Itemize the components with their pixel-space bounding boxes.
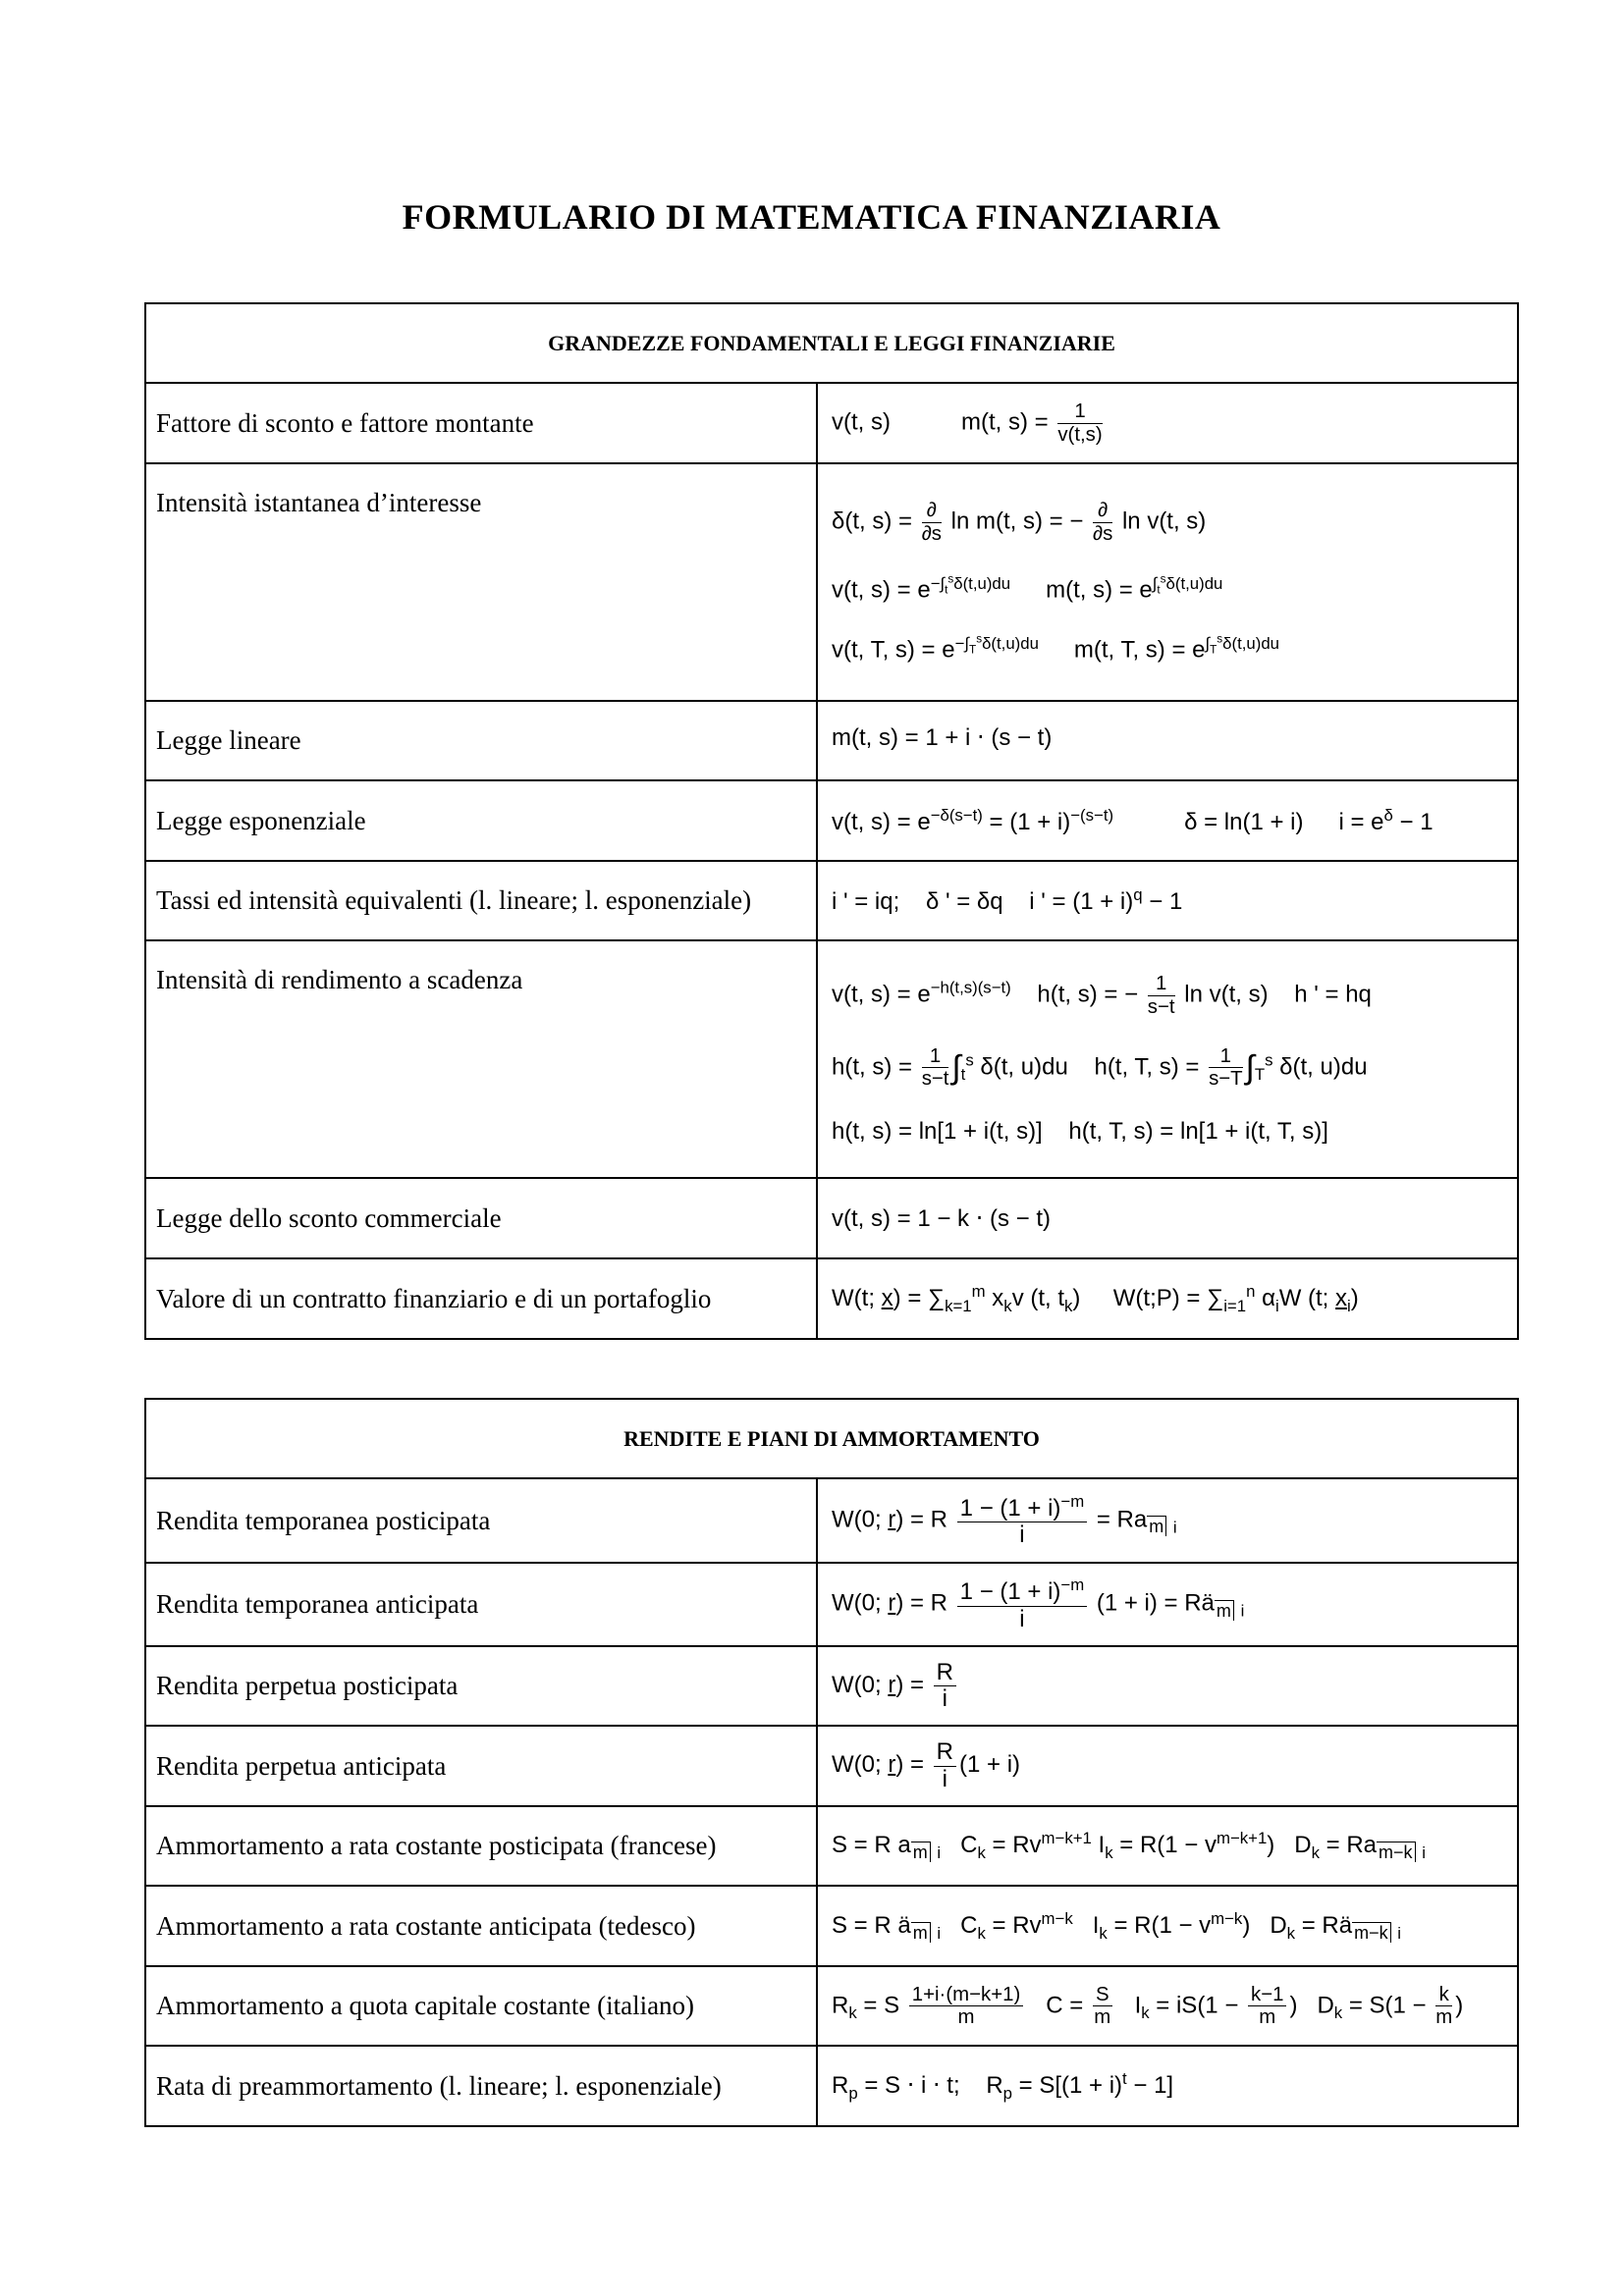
formula-cell: v(t, $s) = e^{-\delta(s-t)} = (1 + i)^{-(s-t)}$ δ = ln(1 + i) $i = e^\delta - 1$ <box>817 780 1518 861</box>
row-label: Valore di un contratto finanziario e di un portafoglio <box>145 1258 817 1339</box>
formula-cell: W(0; r) = $\frac{R}{i}$ <box>817 1646 1518 1726</box>
row-label: Ammortamento a rata costante anticipata (tedesco) <box>145 1886 817 1966</box>
formula-cell: i ' = iq; δ ' = δq i ' = $(1 + i)^q - 1$ <box>817 861 1518 940</box>
fundamentals-table <box>144 302 1519 1340</box>
formula-cell: v(t, s) m(t, s) = $\frac{1}{v(t,s)}$ <box>817 383 1518 463</box>
table-row <box>145 1478 1518 1563</box>
row-label: Rendita temporanea anticipata <box>145 1563 817 1646</box>
row-label: Tassi ed intensità equivalenti (l. lineare; l. esponenziale) <box>145 861 817 940</box>
formula-cell: $R_p = S \cdot i \cdot t$; $R_p = S[(1 + i)^t - 1]$ <box>817 2046 1518 2126</box>
page-title: FORMULARIO DI MATEMATICA FINANZIARIA <box>402 197 1221 237</box>
table-row <box>145 780 1518 861</box>
formula-cell: m(t, s) = 1 + i ⋅ (s − t) <box>817 701 1518 780</box>
table-row <box>145 1258 1518 1339</box>
row-label: Legge lineare <box>145 701 817 780</box>
table-row <box>145 463 1518 701</box>
table-row <box>145 701 1518 780</box>
formula-cell: W(t; $x) = \sum_{k=1}^m$ $x_kv$ (t, $t_k$) W(t;P) = $\sum_{i=1}^n$ $\alpha_iW$ (t; $x_i$) <box>817 1258 1518 1339</box>
row-label: Legge esponenziale <box>145 780 817 861</box>
annuities-table <box>144 1398 1519 2127</box>
formula-cell: v(t, s) = 1 − k ⋅ (s − t) <box>817 1178 1518 1258</box>
formula-cell: S = R a $_m$ $_i$ $C_k = Rv^{m-k+1}$ $I_k = R(1 - v^{m-k+1}) D_k = Ra$ $_{m-k}$ $_i$ <box>817 1806 1518 1886</box>
formula-cell: S = R ä $_m$ $_i$ $C_k = Rv^{m-k}$ $I_k = R(1 - v^{m-k}) D_k$ = Rä $_{m-k}$ $_i$ <box>817 1886 1518 1966</box>
formula-cell: W(0; r) = $\frac{R}{i}$ (1 + i) <box>817 1726 1518 1806</box>
section-header: GRANDEZZE FONDAMENTALI E LEGGI FINANZIARIE <box>145 303 1518 383</box>
table-row <box>145 861 1518 940</box>
table-row <box>145 1178 1518 1258</box>
table-row <box>145 1806 1518 1886</box>
row-label: Intensità istantanea d’interesse <box>145 463 817 701</box>
row-label: Rata di preammortamento (l. lineare; l. esponenziale) <box>145 2046 817 2126</box>
table-row <box>145 1886 1518 1966</box>
row-label: Rendita perpetua posticipata <box>145 1646 817 1726</box>
row-label: Legge dello sconto commerciale <box>145 1178 817 1258</box>
formula-cell: W(0; r) = R $\frac{1 - (1 + i)^{-m}}{i}$ = Ra $_m$ $_i$ <box>817 1478 1518 1563</box>
table-row <box>145 383 1518 463</box>
table-row <box>145 2046 1518 2126</box>
formula-cell: v(t, $s) = e^{-h(t,s)(s-t)}$ h(t, s) = − $\frac{1}{s-t}$ ln v(t, s) h ' = hq h(t, s) = $\frac{1}{s-t}$ $\int_t^s$ δ(t, u)du h(t, T, s) = $\frac{1}{s-T}$ $\int_T^s$ δ(t, u)du h(t, s) = ln[1 + i(t, s)] h(t, T, s) = ln[1 + i(t, T, s)] <box>817 940 1518 1178</box>
row-label: Fattore di sconto e fattore montante <box>145 383 817 463</box>
row-label: Intensità di rendimento a scadenza <box>145 940 817 1178</box>
table-row <box>145 1966 1518 2046</box>
row-label: Rendita temporanea posticipata <box>145 1478 817 1563</box>
row-label: Ammortamento a quota capitale costante (italiano) <box>145 1966 817 2046</box>
section-header: RENDITE E PIANI DI AMMORTAMENTO <box>145 1399 1518 1478</box>
row-label: Ammortamento a rata costante posticipata (francese) <box>145 1806 817 1886</box>
row-label: Rendita perpetua anticipata <box>145 1726 817 1806</box>
table-row <box>145 1563 1518 1646</box>
formula-cell: δ(t, s) = $\frac{\partial}{\partial s}$ ln m(t, s) = − $\frac{\partial}{\partial s}$ ln v(t, s) v(t, $s) = e^{-\int_t^s\delta(t,u)du}$ m(t, $s) = e^{\int_t^s\delta(t,u)du}$ v(t, T, $s) = e^{-\int_T^s\delta(t,u)du}$ m(t, T, $s) = e^{\int_T^s\delta(t,u)du}$ <box>817 463 1518 701</box>
table-row <box>145 1726 1518 1806</box>
table-row <box>145 940 1518 1178</box>
formula-cell: W(0; r) = R $\frac{1 - (1 + i)^{-m}}{i}$ (1 + i) = Rä $_m$ $_i$ <box>817 1563 1518 1646</box>
table-row <box>145 1646 1518 1726</box>
formula-cell: $R_k = S$ $\frac{1+i\cdot(m-k+1)}{m}$ C = $\frac{S}{m}$ $I_k = iS(1$ − $\frac{k-1}{m}$ ) $D_k = S(1$ − $\frac{k}{m}$ ) <box>817 1966 1518 2046</box>
